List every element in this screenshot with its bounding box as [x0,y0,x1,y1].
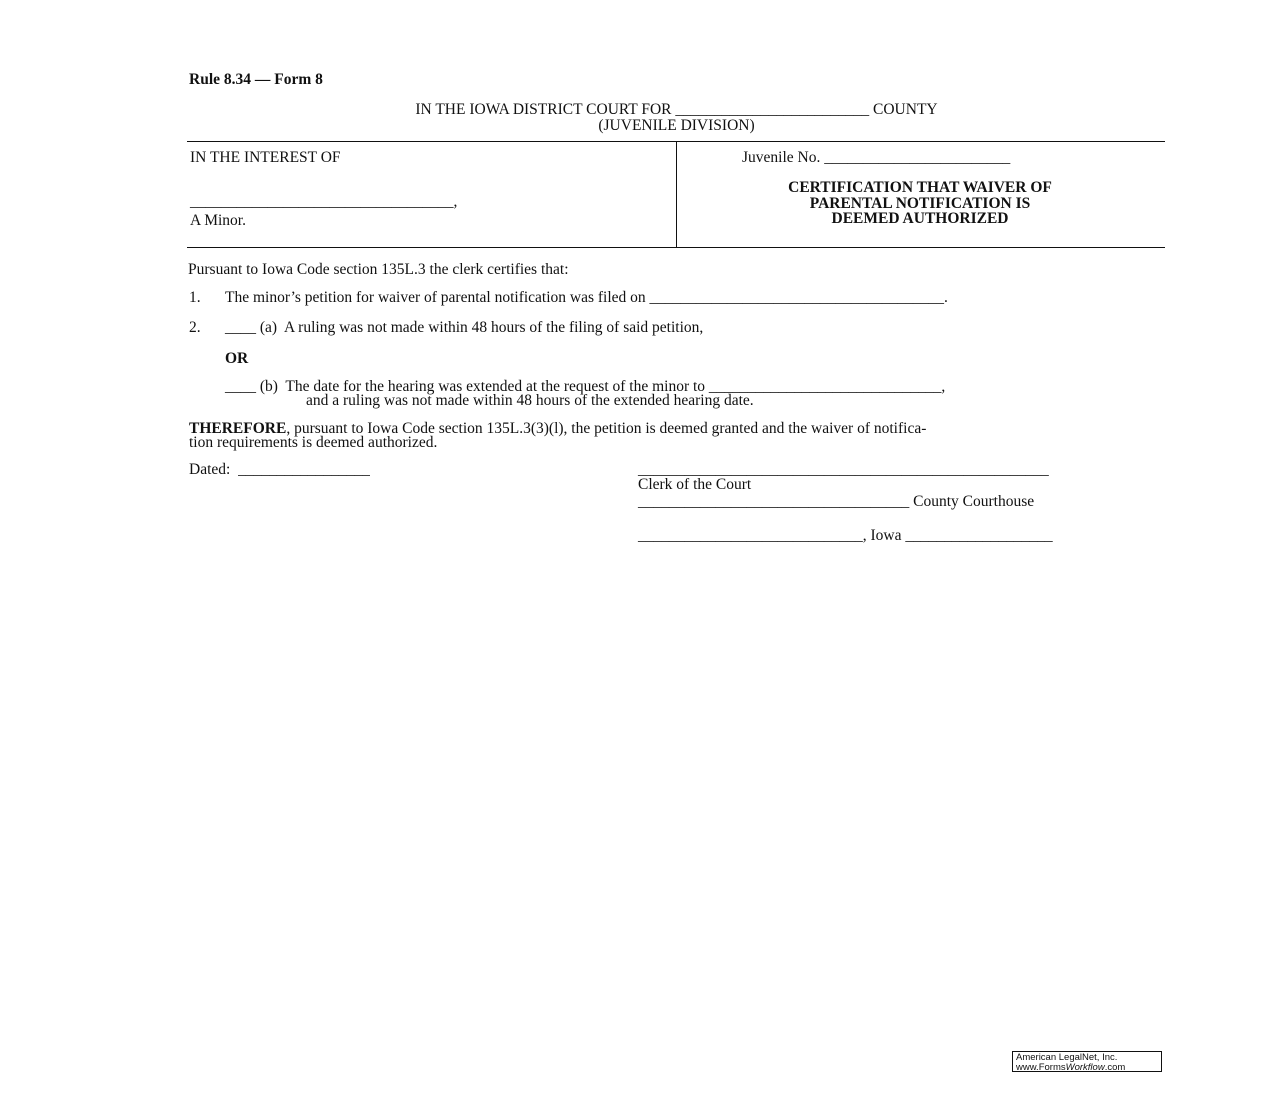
item-2b-option[interactable]: ____ (b) The date for the hearing was extended at the request of the minor to ______________________________, [225,378,946,395]
interest-of-label: IN THE INTEREST OF [190,149,341,166]
county-courthouse-field[interactable]: ___________________________________ County Courthouse [638,493,1035,510]
certification-title-line: CERTIFICATION THAT WAIVER OF [788,179,1052,196]
therefore-continuation: tion requirements is deemed authorized. [189,434,438,451]
court-division: (JUVENILE DIVISION) [598,117,755,134]
a-minor-label: A Minor. [190,212,246,229]
therefore-text: , pursuant to Iowa Code section 135L.3(3)(l), the petition is deemed granted and the waiver of notifica- [286,420,927,437]
caption-divider [676,141,677,248]
intro-paragraph: Pursuant to Iowa Code section 135L.3 the clerk certifies that: [188,261,569,278]
court-name-line: IN THE IOWA DISTRICT COURT FOR _________________________ COUNTY [415,101,938,118]
rule-form-heading: Rule 8.34 — Form 8 [189,71,323,88]
juvenile-number-field[interactable]: Juvenile No. ________________________ [742,149,1011,166]
item-2a-option[interactable]: ____ (a) A ruling was not made within 48 hours of the filing of said petition, [225,319,704,336]
certification-title [690,180,1150,227]
publisher-name: American LegalNet, Inc. [1016,1052,1118,1063]
publisher-website: www.FormsWorkflow.com [1016,1062,1126,1073]
therefore-keyword: THEREFORE [189,420,287,437]
item-1-petition-filed-date-field[interactable]: The minor’s petition for waiver of parental notification was filed on ______________________________________. [225,289,948,306]
item-2-number: 2. [189,319,201,336]
minor-name-field[interactable]: __________________________________, [190,193,458,210]
city-iowa-zip-field[interactable]: _____________________________, Iowa ___________________ [638,527,1053,544]
or-label: OR [225,350,249,367]
clerk-signature-line[interactable]: _____________________________________________________ [638,461,1049,478]
certification-title-line: PARENTAL NOTIFICATION IS [809,194,1031,212]
clerk-of-court-label: Clerk of the Court [638,476,752,493]
caption-bottom-rule [187,247,1165,248]
publisher-badge [1012,1051,1162,1072]
dated-field[interactable]: Dated: _________________ [189,461,370,478]
certification-title-line: DEEMED AUTHORIZED [831,210,1009,227]
item-2b-continuation: and a ruling was not made within 48 hours of the extended hearing date. [306,392,754,409]
item-1-number: 1. [189,289,201,306]
